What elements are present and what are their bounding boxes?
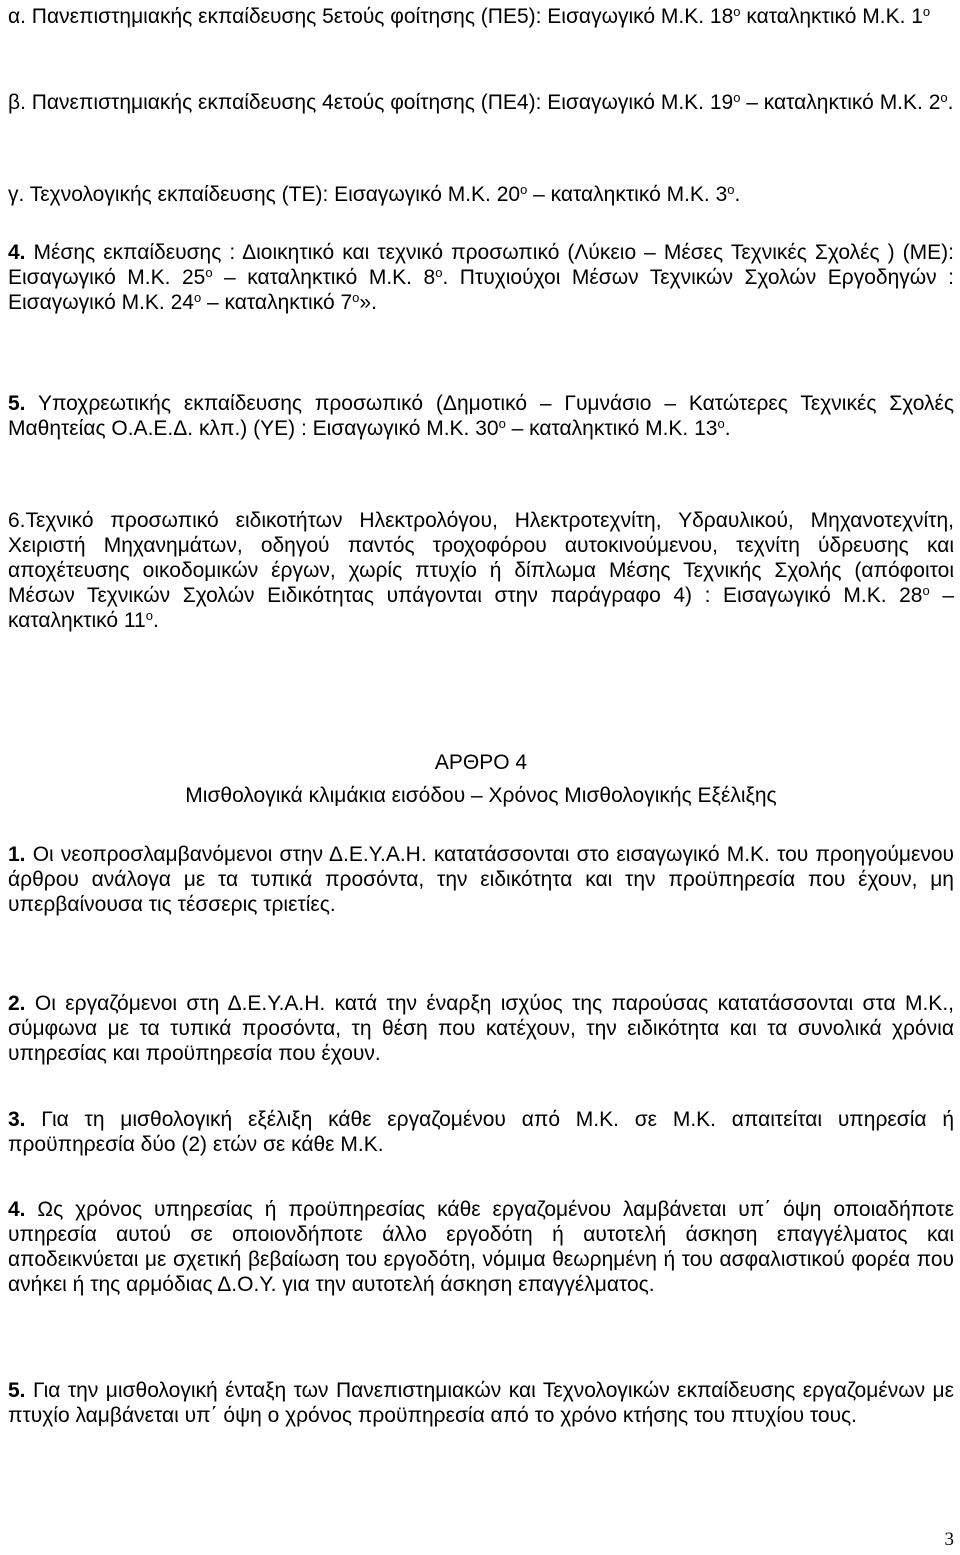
paragraph-6: 6.Τεχνικό προσωπικό ειδικοτήτων Ηλεκτρολόγου, Ηλεκτροτεχνίτη, Υδραυλικού, Μηχανοτεχνίτη, Χειριστή Μηχανημάτων, οδηγού παντός τροχοφόρου αυτοκινούμενου, τεχνίτη ύδρευσης και αποχέτευσης οικοδομικών έργων, χωρίς πτυχίο ή δίπλωμα Μέσης Τεχνικής Σχολής (απόφοιτοι Μέσων Τεχνικών Σχολών Ειδικότητας υπάγονται στην παράγραφο 4) : Εισαγωγικό Μ.Κ. $28^o$ – καταληκτικό $11^o$. (8, 509, 954, 632)
article-item-4: 4. Ως χρόνος υπηρεσίας ή προϋπηρεσίας κάθε εργαζομένου λαμβάνεται υπ΄ όψη οποιαδήποτε υπηρεσία αυτού σε οποιονδήποτε άλλο εργοδότη ή αυτοτελή άσκηση επαγγέλματος και αποδεικνύεται με σχετική βεβαίωση του εργοδότη, νόμιμα θεωρημένη ή του ασφαλιστικού φορέα που ανήκει ή της αρμόδιας Δ.Ο.Υ. για την αυτοτελή άσκηση επαγγέλματος. (8, 1198, 954, 1296)
item-a: α. Πανεπιστημιακής εκπαίδευσης 5ετούς φοίτησης (ΠΕ5): Εισαγωγικό Μ.Κ. $18^o$ καταληκτικό Μ.Κ. $1^o$ (8, 4, 931, 28)
item-b: β. Πανεπιστημιακής εκπαίδευσης 4ετούς φοίτησης (ΠΕ4): Εισαγωγικό Μ.Κ. $19^o$ – καταληκτικό Μ.Κ. $2^o$. (8, 90, 954, 114)
paragraph-4: 4. Μέσης εκπαίδευσης : Διοικητικό και τεχνικό προσωπικό (Λύκειο – Μέσες Τεχνικές Σχολές ) (ΜΕ): Εισαγωγικό Μ.Κ. $25^o$ – καταληκτικό Μ.Κ. $8^o$. Πτυχιούχοι Μέσων Τεχνικών Σχολών Εργοδηγών : Εισαγωγικό Μ.Κ. $24^o$ – καταληκτικό $7^o$». (8, 241, 954, 314)
article-item-5: 5. Για την μισθολογική ένταξη των Πανεπιστημιακών και Τεχνολογικών εκπαίδευσης εργαζομένων με πτυχίο λαμβάνεται υπ΄ όψη ο χρόνος προϋπηρεσία από το χρόνο κτήσης του πτυχίου τους. (8, 1379, 954, 1427)
article-item-2: 2. Οι εργαζόμενοι στη Δ.Ε.Υ.Α.Η. κατά την έναρξη ισχύος της παρούσας κατατάσσονται στα Μ.Κ., σύμφωνα με τα τυπικά προσόντα, τη θέση που κατέχουν, την ειδικότητα και τα συνολικά χρόνια υπηρεσίας και προϋπηρεσία που έχουν. (8, 992, 954, 1065)
page-number: 3 (944, 1529, 954, 1550)
paragraph-5: 5. Υποχρεωτικής εκπαίδευσης προσωπικό (Δημοτικό – Γυμνάσιο – Κατώτερες Τεχνικές Σχολές Μαθητείας Ο.Α.Ε.Δ. κλπ.) (ΥΕ) : Εισαγωγικό Μ.Κ. $30^o$ – καταληκτικό Μ.Κ. $13^o$. (8, 392, 954, 440)
article-subheading: Μισθολογικά κλιμάκια εισόδου – Χρόνος Μισθολογικής Εξέλιξης (185, 784, 777, 807)
article-item-3: 3. Για τη μισθολογική εξέλιξη κάθε εργαζομένου από Μ.Κ. σε Μ.Κ. απαιτείται υπηρεσία ή προϋπηρεσία δύο (2) ετών σε κάθε Μ.Κ. (8, 1108, 954, 1156)
item-c: γ. Τεχνολογικής εκπαίδευσης (ΤΕ): Εισαγωγικό Μ.Κ. $20^o$ – καταληκτικό Μ.Κ. $3^o$. (8, 182, 741, 206)
article-heading: ΑΡΘΡΟ 4 (434, 751, 528, 774)
article-item-1: 1. Οι νεοπροσλαμβανόμενοι στην Δ.Ε.Υ.Α.Η. κατατάσσονται στο εισαγωγικό Μ.Κ. του προηγούμενου άρθρου ανάλογα με τα τυπικά προσόντα, την ειδικότητα και την προϋπηρεσία που έχουν, μη υπερβαίνουσα τις τέσσερις τριετίες. (8, 843, 954, 916)
